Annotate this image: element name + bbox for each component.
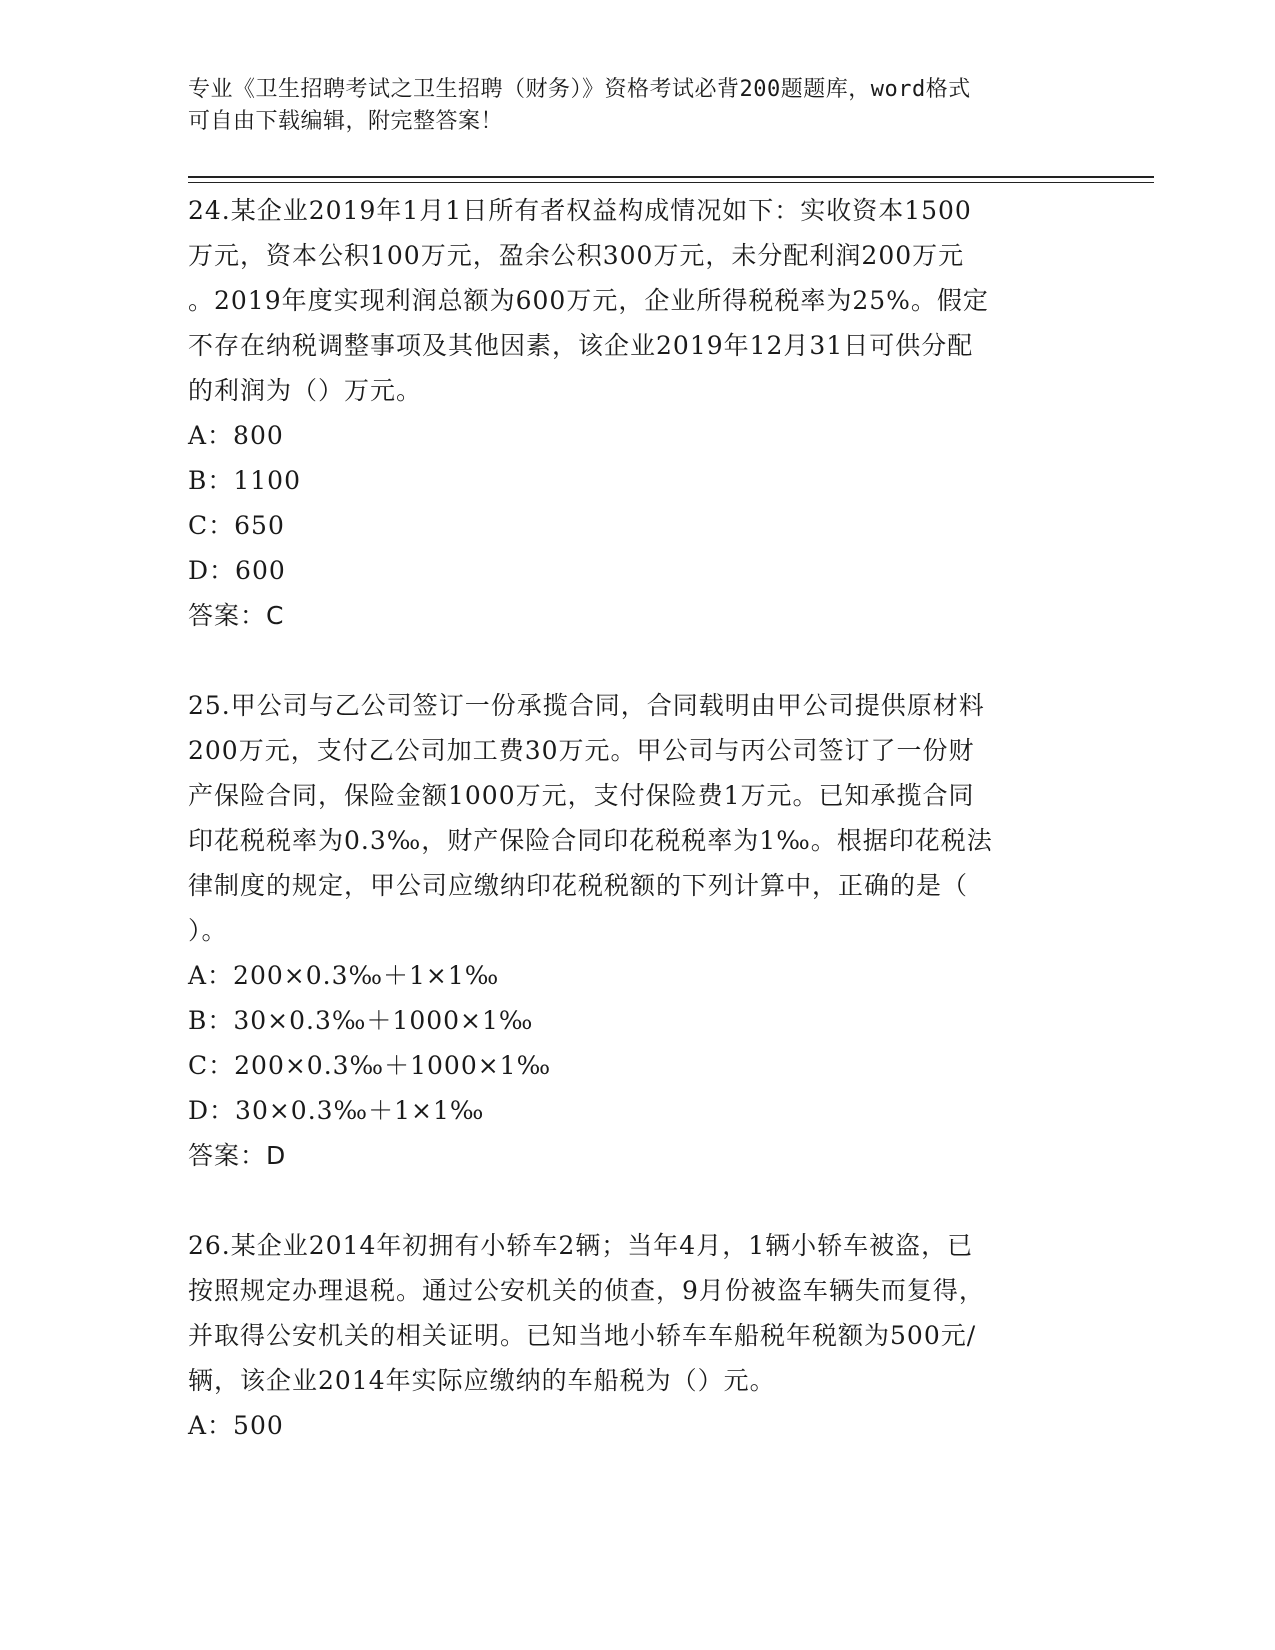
question-text-line: 不存在纳税调整事项及其他因素，该企业2019年12月31日可供分配 xyxy=(188,331,974,360)
header-line-2: 可自由下载编辑，附完整答案！ xyxy=(188,109,504,134)
question-text-line: 24.某企业2019年1月1日所有者权益构成情况如下：实收资本1500 xyxy=(188,196,972,225)
question-text-line: 印花税税率为0.3‰，财产保险合同印花税税率为1‰。根据印花税法 xyxy=(188,826,993,855)
question-26 xyxy=(188,1223,1088,1448)
header-line-1: 专业《卫生招聘考试之卫生招聘（财务）》资格考试必背200题题库，word格式 xyxy=(188,77,971,102)
option-a: A：200×0.3‰＋1×1‰ xyxy=(188,961,500,990)
option-b: B：1100 xyxy=(188,466,301,495)
answer-label: 答案：D xyxy=(188,1141,287,1170)
question-text-line: 律制度的规定，甲公司应缴纳印花税税额的下列计算中，正确的是（ xyxy=(188,871,969,900)
header-rule-thick xyxy=(188,176,1154,178)
question-text-line: 。2019年度实现利润总额为600万元，企业所得税税率为25%。假定 xyxy=(188,286,989,315)
question-24 xyxy=(188,188,1088,638)
option-c: C：650 xyxy=(188,511,285,540)
question-text-line: ）。 xyxy=(188,916,228,945)
option-d: D：30×0.3‰＋1×1‰ xyxy=(188,1096,485,1125)
question-text-line: 产保险合同，保险金额1000万元，支付保险费1万元。已知承揽合同 xyxy=(188,781,975,810)
header-rule-thin xyxy=(188,182,1154,183)
answer-label: 答案：C xyxy=(188,601,285,630)
option-a: A：500 xyxy=(188,1411,284,1440)
question-25 xyxy=(188,683,1088,1178)
option-a: A：800 xyxy=(188,421,284,450)
question-text-line: 的利润为（）万元。 xyxy=(188,376,423,405)
option-d: D：600 xyxy=(188,556,286,585)
question-text-line: 200万元，支付乙公司加工费30万元。甲公司与丙公司签订了一份财 xyxy=(188,736,975,765)
option-b: B：30×0.3‰＋1000×1‰ xyxy=(188,1006,534,1035)
document-header xyxy=(188,74,1088,138)
question-text-line: 按照规定办理退税。通过公安机关的侦查，9月份被盗车辆失而复得， xyxy=(188,1276,985,1305)
question-list xyxy=(188,188,1088,1493)
question-text-line: 万元，资本公积100万元，盈余公积300万元，未分配利润200万元 xyxy=(188,241,965,270)
question-text-line: 辆，该企业2014年实际应缴纳的车船税为（）元。 xyxy=(188,1366,776,1395)
question-text-line: 25.甲公司与乙公司签订一份承揽合同，合同载明由甲公司提供原材料 xyxy=(188,691,985,720)
question-text-line: 并取得公安机关的相关证明。已知当地小轿车车船税年税额为500元/ xyxy=(188,1321,977,1350)
question-text-line: 26.某企业2014年初拥有小轿车2辆；当年4月，1辆小轿车被盗，已 xyxy=(188,1231,974,1260)
option-c: C：200×0.3‰＋1000×1‰ xyxy=(188,1051,552,1080)
